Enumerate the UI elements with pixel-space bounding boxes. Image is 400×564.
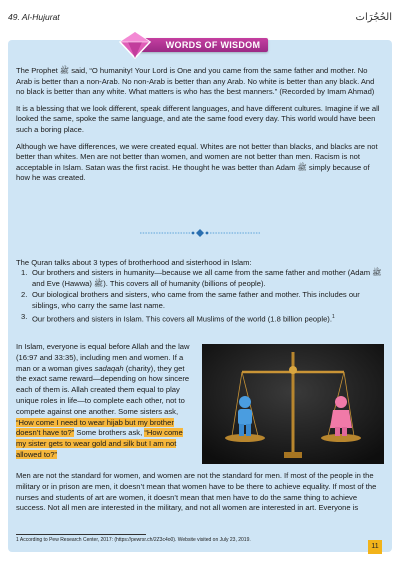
banner-title: WORDS OF WISDOM (165, 40, 261, 50)
equality-paragraph: Although we have differences, we were created equal. Whites are not better than blacks, and blacks are not better than whites. Men are not better than women, and women are not better than men. Racism is not acceptable in Islam. Satan was the first racist. He thought he was better than Adam ﷺ simply because of how he was created. (16, 141, 378, 183)
page-number: 11 (368, 540, 382, 554)
brotherhood-intro: The Quran talks about 3 types of brotherhood and sisterhood in Islam: (16, 258, 252, 267)
list-item: 3. Our brothers and sisters in Islam. This covers all Muslims of the world (1.8 billion people).$^1$ (21, 312, 335, 324)
gem-icon (118, 30, 152, 60)
page-header (8, 8, 392, 26)
arabic-chapter-title: الحُجُرَات (355, 11, 392, 23)
blessing-paragraph: It is a blessing that we look different, speak different languages, and have different cultures. Imagine if we all looked the same, spoke the same language, and ate the same food every day. This world would have been such a boring place. (16, 103, 380, 134)
chapter-label: 49. Al-Hujurat (8, 12, 60, 22)
footnote-divider (16, 534, 146, 535)
brotherhood-list (16, 268, 384, 327)
list-item: 1. Our brothers and sisters in humanity—because we all came from the same father and mother (Adam ﷺ and Eve (Hawwa) ﷺ). This covers all of humanity (billions of people). (21, 268, 382, 288)
balance-scale-image (202, 344, 384, 464)
footnote-marker: 1 (331, 314, 335, 321)
list-item: 2. Our biological brothers and sisters, who came from the same father and mother. This includes our siblings, who carry the same last name. (21, 290, 360, 310)
ornament-divider (140, 228, 260, 238)
footnote: 1 According to Pew Research Center, 2017: (https://pewrsr.ch/2Z3c4o0). Website visited on July 23, 2019. (16, 537, 251, 543)
highlight-hijab-question: “How come I need to wear hijab but my brother doesn’t have to?” (16, 417, 174, 438)
hadith-paragraph: The Prophet ﷺ said, “O humanity! Your Lord is One and you came from the same father and mother. No Arab is better than a non-Arab. No non-Arab is better than any Arab. No white is better than any black. And no black is better than any white. What matters is who has the best manners.” (Recorded by Imam Ahmad) (16, 66, 375, 97)
wisdom-paragraphs (16, 66, 384, 190)
equality-continued-text: Men are not the standard for women, and women are not the standard for men. If most of the people in the military or in prison are men, it doesn’t mean that women have to be there to achieve equality. If most of the nurses and students of art are women, it doesn’t mean that men have to do the same thing to achieve success. Not all men are interested in the military, and not all women are interested in art. Everyone is (16, 471, 377, 513)
equality-body-text: In Islam, everyone is equal before Allah and the law (16:97 and 33:35), including men and women. If a man or a woman gives sadaqah (charity), they get the exact same reward—depending on how sincere each of them is. Allah created them equal to play unique roles in life—to complete each other, not to compete against one another. Some sisters ask, “How come I need to wear hijab but my brother doesn’t have to?” Some brothers ask, “How come my sister gets to wear gold and silk but I am not allowed to?” (16, 342, 190, 459)
highlight-gold-question: “How come my sister gets to wear gold and silk but I am not allowed to?” (16, 428, 183, 459)
sadaqah-term: sadaqah (94, 363, 124, 373)
section-banner (134, 38, 268, 52)
